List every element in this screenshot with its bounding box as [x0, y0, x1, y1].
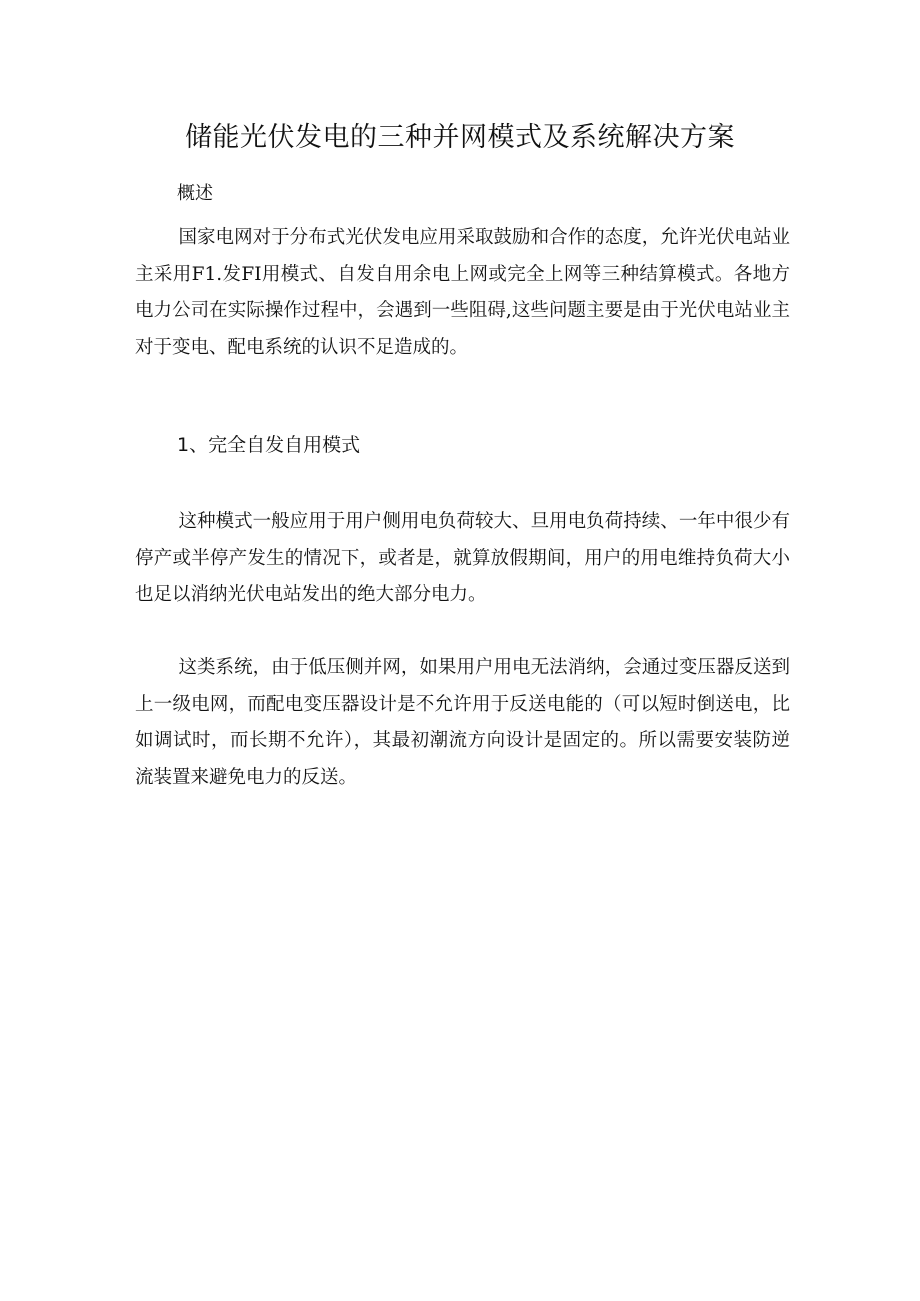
paragraph-self-consumption-usage: 这种模式一般应用于用户侧用电负荷较大、旦用电负荷持续、一年中很少有停产或半停产发生的情况下，或者是，就算放假期间，用户的用电维持负荷大小也足以消纳光伏电站发出的绝大部分电力。: [135, 511, 790, 605]
section-heading-self-consumption: 1、完全自发自用模式: [177, 434, 361, 456]
document-title: 储能光伏发电的三种并网模式及系统解决方案: [185, 122, 735, 153]
paragraph-anti-backflow: 这类系统，由于低压侧并网，如果用户用电无法消纳，会通过变压器反送到上一级电网，而配电变压器设计是不允许用于反送电能的（可以短时倒送电，比如调试时，而长期不允许），其最初潮流方向设计是固定的。所以需要安装防逆流装置来避免电力的反送。: [135, 657, 790, 788]
paragraph-overview: 国家电网对于分布式光伏发电应用采取鼓励和合作的态度，允许光伏电站业主采用F1.发FI用模式、自发自用余电上网或完全上网等三种结算模式。各地方电力公司在实际操作过程中，会遇到一些阻碍,这些问题主要是由于光伏电站业主对于变电、配电系统的认识不足造成的。: [135, 227, 790, 358]
overview-label: 概述: [177, 183, 213, 204]
